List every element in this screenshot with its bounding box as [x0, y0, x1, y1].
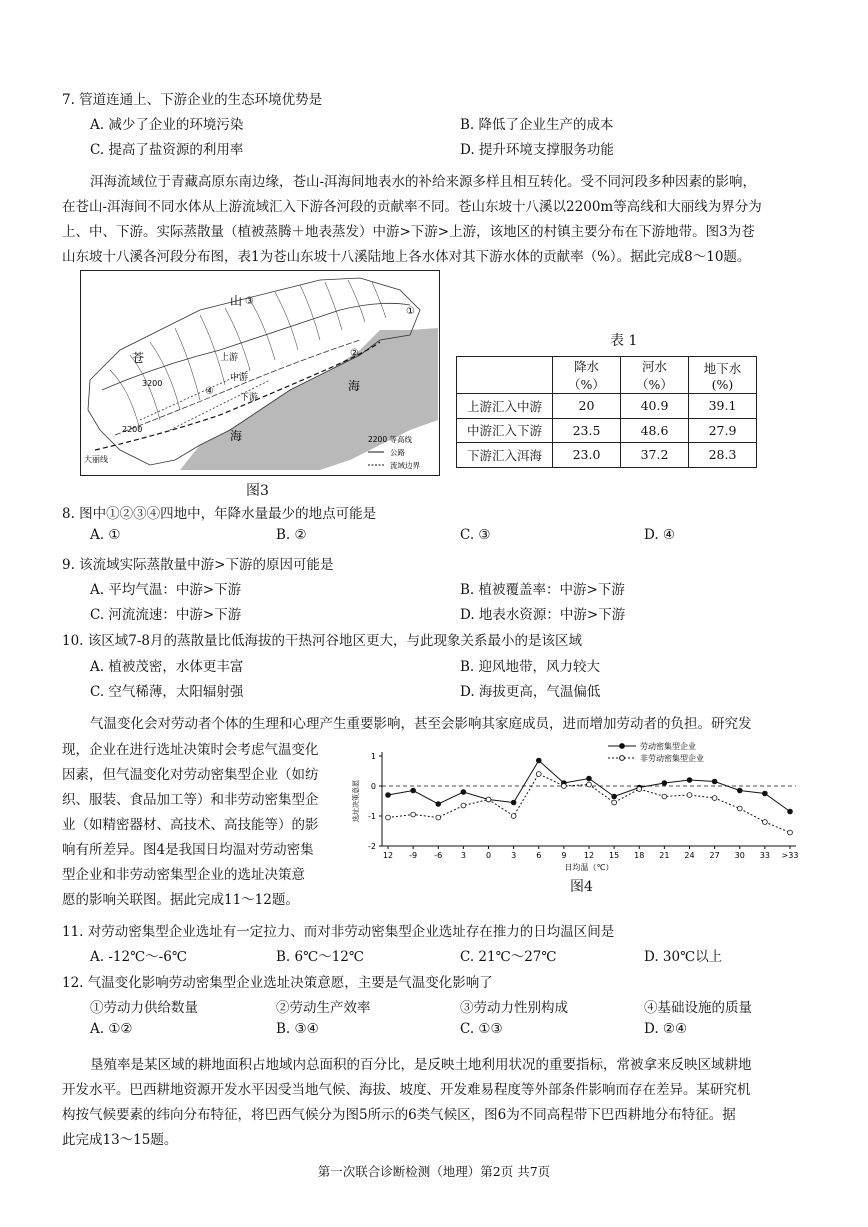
figure3-caption: 图3 [246, 483, 269, 499]
table-cell: 28.3 [689, 443, 757, 468]
q12-item-1: ①劳动力供给数量 [90, 1000, 198, 1016]
table1-header: 降水（%） [553, 357, 621, 394]
passage2-line: 业（如精密器材、高技术、高技能等）的影 [62, 817, 319, 833]
table1-header [457, 357, 553, 394]
passage3-line4: 此完成13～15题。 [62, 1132, 178, 1148]
q7-stem: 7. 管道连通上、下游企业的生态环境优势是 [62, 92, 323, 108]
table1-caption: 表 1 [610, 333, 638, 349]
q8-stem: 8. 图中①②③④四地中，年降水量最少的地点可能是 [62, 506, 377, 522]
data-point [386, 815, 391, 820]
q10-option-c: C. 空气稀薄，太阳辐射强 [90, 684, 244, 700]
q7-option-d: D. 提升环境支撑服务功能 [460, 142, 614, 158]
map-label-shan: 山 [230, 294, 243, 308]
data-point [511, 814, 516, 819]
q9-option-a: A. 平均气温：中游>下游 [90, 582, 242, 598]
q11-option-b: B. 6℃～12℃ [276, 949, 364, 965]
q11-stem: 11. 对劳动密集型企业选址有一定拉力、而对非劳动密集型企业选址存在推力的日均温区间是 [62, 924, 615, 940]
legend-road: 公路 [390, 448, 405, 457]
table-cell: 下游汇入洱海 [457, 443, 553, 468]
data-point [712, 779, 717, 784]
passage2-first: 气温变化会对劳动者个体的生理和心理产生重要影响，甚至会影响其家庭成员，进而增加劳动者的负担。研究发 [90, 716, 752, 732]
q8-option-d: D. ④ [644, 527, 676, 543]
x-tick-label: 24 [684, 851, 695, 860]
passage2-line: 因素，但气温变化对劳动密集型企业（如纺 [62, 767, 319, 783]
table-cell: 20 [553, 394, 621, 419]
data-point [386, 793, 391, 798]
table1-header-row [457, 357, 757, 394]
map-label-cang: 苍 [132, 351, 145, 365]
passage2-line: 现，企业在进行选址决策时会考虑气温变化 [62, 742, 319, 758]
q12-item-3: ③劳动力性别构成 [460, 1000, 568, 1016]
q12-option-c: C. ①③ [460, 1021, 503, 1037]
figure3-map [80, 270, 440, 476]
map-point-3: ③ [245, 296, 254, 307]
x-tick-label: 12 [583, 851, 595, 860]
q10-option-d: D. 海拔更高，气温偏低 [460, 684, 601, 700]
passage3-line2: 开发水平。巴西耕地资源开发水平因受当地气候、海拔、坡度、开发难易程度等外部条件影响而存在差异。某研究机 [62, 1082, 751, 1098]
map-point-4: ④ [205, 386, 214, 397]
figure4-caption: 图4 [570, 879, 593, 895]
x-tick-label: 9 [561, 851, 567, 860]
data-point [436, 815, 441, 820]
legend-marker [620, 744, 625, 749]
legend-label: 非劳动密集型企业 [640, 754, 704, 763]
q9-stem: 9. 该流域实际蒸散量中游>下游的原因可能是 [62, 557, 334, 573]
data-point [637, 787, 642, 792]
data-point [612, 800, 617, 805]
q8-option-a: A. ① [90, 527, 121, 543]
q11-option-a: A. -12℃～-6℃ [90, 949, 187, 965]
table-cell: 23.5 [553, 418, 621, 443]
q12-option-d: D. ②④ [644, 1021, 688, 1037]
data-point [511, 800, 516, 805]
x-tick-label: 15 [609, 851, 620, 860]
figure4-chart [346, 738, 810, 878]
q11-option-d: D. 30℃以上 [644, 949, 723, 965]
y-axis-label: 选址决策意愿 [352, 780, 360, 822]
table-cell: 23.0 [553, 443, 621, 468]
page-footer: 第一次联合诊断检测（地理）第2页 共7页 [317, 1164, 551, 1179]
table-cell: 上游汇入中游 [457, 394, 553, 419]
legend-contour: 2200 等高线 [368, 435, 412, 444]
q8-option-c: C. ③ [460, 527, 491, 543]
table-cell: 中游汇入下游 [457, 418, 553, 443]
table1-header: 地下水(%) [689, 357, 757, 394]
table1-header: 河水（%） [621, 357, 689, 394]
x-tick-label: 27 [709, 851, 720, 860]
table-row [457, 443, 757, 468]
passage1-line3: 上、中、下游。实际蒸散量（植被蒸腾＋地表蒸发）中游>下游>上游，该地区的村镇主要分布在下游地带。图3为苍 [62, 224, 755, 240]
q12-item-2: ②劳动生产效率 [276, 1000, 371, 1016]
y-tick-label: -1 [368, 812, 376, 821]
passage3-line1: 垦殖率是某区域的耕地面积占地域内总面积的百分比，是反映土地利用状况的重要指标，常被拿来反映区域耕地 [90, 1057, 752, 1073]
data-point [762, 791, 767, 796]
x-tick-label: 30 [734, 851, 745, 860]
x-tick-label: 12 [382, 851, 394, 860]
legend-boundary: 流域边界 [390, 461, 420, 470]
data-point [436, 802, 441, 807]
table-cell: 40.9 [621, 394, 689, 419]
x-tick-label: 18 [634, 851, 645, 860]
data-point [461, 803, 466, 808]
map-label-midstream: 中游 [230, 373, 249, 383]
data-point [712, 796, 717, 801]
q7-option-b: B. 降低了企业生产的成本 [460, 117, 614, 133]
map-label-c2200: 2200 [122, 425, 143, 434]
data-point [587, 782, 592, 787]
q9-option-d: D. 地表水资源：中游>下游 [460, 607, 626, 623]
map-point-1: ① [406, 306, 415, 317]
q7-option-c: C. 提高了盐资源的利用率 [90, 142, 244, 158]
x-tick-label: 3 [511, 851, 517, 860]
passage2-line: 响有所差异。图4是我国日均温对劳动密集 [62, 842, 314, 858]
table-row [457, 394, 757, 419]
data-point [536, 772, 541, 777]
q10-option-a: A. 植被茂密，水体更丰富 [90, 659, 244, 675]
x-tick-label: 6 [536, 851, 542, 860]
table-cell: 48.6 [621, 418, 689, 443]
legend-marker [620, 756, 625, 761]
data-point [737, 806, 742, 811]
y-tick-label: -2 [368, 842, 376, 851]
map-label-hai2: 海 [230, 429, 243, 443]
map-label-road: 大丽线 [84, 455, 108, 464]
data-point [587, 776, 592, 781]
map-label-downstream: 下游 [240, 393, 259, 403]
data-point [737, 788, 742, 793]
passage2-line: 愿的影响关联图。据此完成11～12题。 [62, 892, 299, 908]
x-tick-label: -6 [434, 851, 443, 860]
table-cell: 27.9 [689, 418, 757, 443]
q12-option-b: B. ③④ [276, 1021, 319, 1037]
passage1-line4: 山东坡十八溪各河段分布图，表1为苍山东坡十八溪陆地上各水体对其下游水体的贡献率（%）。据此完成8～10题。 [62, 249, 751, 265]
q11-option-c: C. 21℃～27℃ [460, 949, 557, 965]
data-point [411, 812, 416, 817]
data-point [411, 788, 416, 793]
q9-option-b: B. 植被覆盖率：中游>下游 [460, 582, 625, 598]
y-tick-label: 0 [370, 782, 376, 791]
data-point [687, 793, 692, 798]
data-point [561, 784, 566, 789]
data-point [762, 820, 767, 825]
q9-option-c: C. 河流流速：中游>下游 [90, 607, 242, 623]
table1 [456, 356, 757, 468]
data-point [486, 797, 491, 802]
map-label-hai1: 海 [348, 379, 361, 393]
data-point [461, 790, 466, 795]
x-tick-label: -9 [409, 851, 418, 860]
x-tick-label: 21 [659, 851, 670, 860]
x-tick-label: 3 [460, 851, 466, 860]
data-point [788, 809, 793, 814]
passage2-line: 织、服装、食品加工等）和非劳动密集型企 [62, 792, 319, 808]
table-row [457, 418, 757, 443]
x-tick-label: >33 [781, 851, 799, 860]
x-tick-label: 0 [485, 851, 492, 860]
data-point [662, 781, 667, 786]
q8-option-b: B. ② [276, 527, 307, 543]
map-point-2: ② [350, 348, 359, 359]
x-tick-label: 33 [759, 851, 770, 860]
passage1-line2: 在苍山-洱海间不同水体从上游流域汇入下游各河段的贡献率不同。苍山东坡十八溪以2200m等高线和大丽线为界分为 [62, 199, 762, 215]
q12-option-a: A. ①② [90, 1021, 133, 1037]
map-label-upstream: 上游 [220, 353, 239, 363]
q12-stem: 12. 气温变化影响劳动密集型企业选址决策意愿，主要是气温变化影响了 [62, 975, 493, 991]
data-point [687, 778, 692, 783]
q10-stem: 10. 该区域7-8月的蒸散量比低海拔的干热河谷地区更大，与此现象关系最小的是该区域 [62, 633, 582, 649]
passage3-line3: 构按气候要素的纬向分布特征，将巴西气候分为图5所示的6类气候区，图6为不同高程带下巴西耕地分布特征。据 [62, 1107, 736, 1123]
passage2-line: 型企业和非劳动密集型企业的选址决策意 [62, 867, 305, 883]
data-point [536, 758, 541, 763]
data-point [788, 830, 793, 835]
legend-label: 劳动密集型企业 [640, 742, 696, 751]
table-cell: 39.1 [689, 394, 757, 419]
q10-option-b: B. 迎风地带，风力较大 [460, 659, 601, 675]
map-label-c3200: 3200 [142, 379, 163, 388]
passage1-line1: 洱海流域位于青藏高原东南边缘，苍山-洱海间地表水的补给来源多样且相互转化。受不同河段多种因素的影响， [90, 174, 757, 190]
x-axis-label: 日均温（℃） [564, 863, 614, 872]
q12-item-4: ④基础设施的质量 [644, 1000, 752, 1016]
data-point [662, 794, 667, 799]
table-cell: 37.2 [621, 443, 689, 468]
data-point [612, 794, 617, 799]
y-tick-label: 1 [370, 752, 376, 761]
q7-option-a: A. 减少了企业的环境污染 [90, 117, 244, 133]
